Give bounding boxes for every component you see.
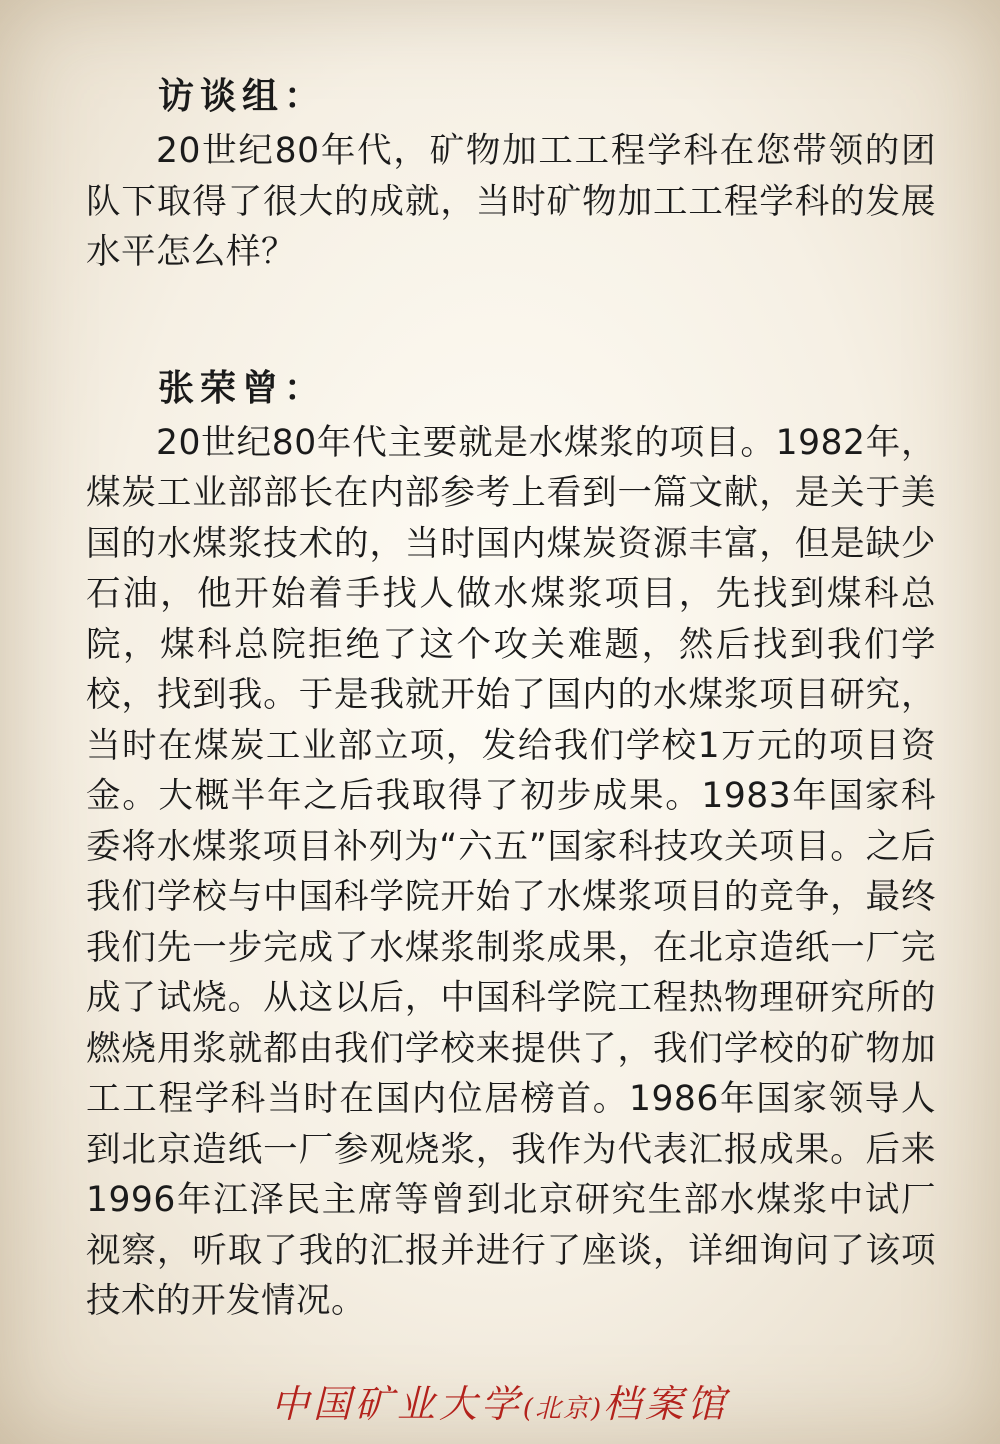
footer-archive-label: 档案馆 xyxy=(603,1382,730,1426)
answer-speaker: 张荣曾： xyxy=(158,366,327,409)
footer-org-name: 中国矿业大学 xyxy=(270,1382,523,1426)
footer-org-campus: (北京) xyxy=(522,1394,604,1424)
section-gap xyxy=(86,278,936,352)
answer-text: 20世纪80年代主要就是水煤浆的项目。1982年，煤炭工业部部长在内部参考上看到一篇文献，是关于美国的水煤浆技术的，当时国内煤炭资源丰富，但是缺少石油，他开始着手找人做水煤浆项目，先找到煤科总院，煤科总院拒绝了这个攻关难题，然后找到我们学校，找到我。于是我就开始了国内的水煤浆项目研究，当时在煤炭工业部立项，发给我们学校1万元的项目资金。大概半年之后我取得了初步成果。1983年国家科委将水煤浆项目补列为“六五”国家科技攻关项目。之后我们学校与中国科学院开始了水煤浆项目的竞争，最终我们先一步完成了水煤浆制浆成果，在北京造纸一厂完成了试烧。从这以后，中国科学院工程热物理研究所的燃烧用浆就都由我们学校来提供了，我们学校的矿物加工工程学科当时在国内位居榜首。1986年国家领导人到北京造纸一厂参观烧浆，我作为代表汇报成果。后来1996年江泽民主席等曾到北京研究生部水煤浆中试厂视察，听取了我的汇报并进行了座谈，详细询问了该项技术的开发情况。 xyxy=(86,422,936,1321)
article-body xyxy=(86,60,936,1327)
question-speaker: 访谈组： xyxy=(158,75,327,117)
question-text: 20世纪80年代，矿物加工工程学科在您带领的团队下取得了很大的成就，当时矿物加工工程学科的发展水平怎么样？ xyxy=(86,131,936,272)
archive-footer-signature xyxy=(0,1376,1000,1437)
